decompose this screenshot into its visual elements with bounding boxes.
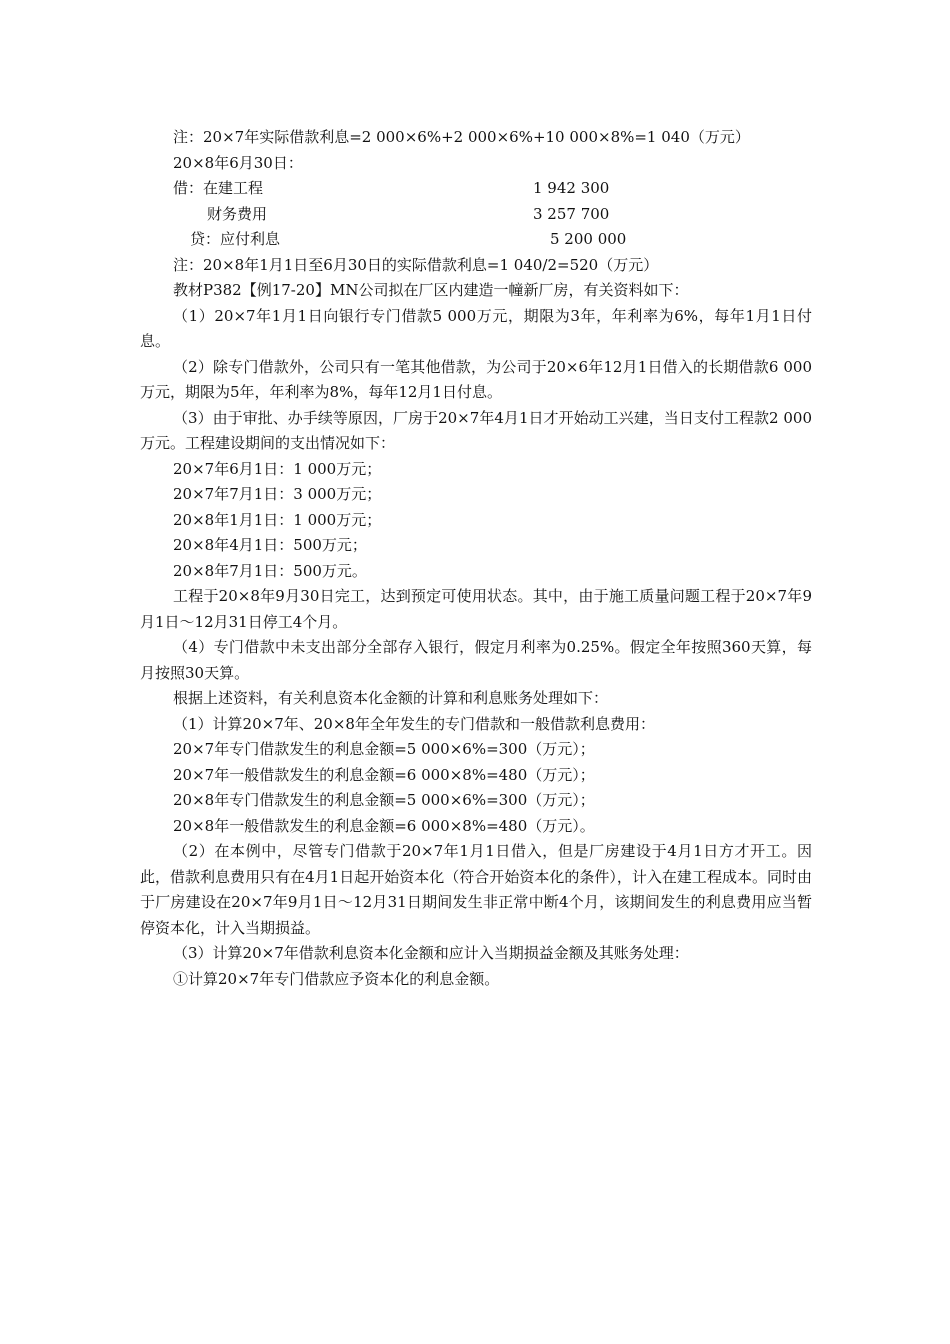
expense-item: 20×7年7月1日：3 000万元； (173, 485, 382, 503)
paragraph-6: 根据上述资料，有关利息资本化金额的计算和利息账务处理如下： (173, 689, 609, 707)
entry-date: 20×8年6月30日： (173, 153, 303, 172)
calc-line: 20×8年一般借款发生的利息金额=6 000×8%=480（万元）。 (173, 816, 595, 835)
paragraph-8: （2）在本例中，尽管专门借款于20×7年1月1日借入，但是厂房建设于4月1日方才开工。因此，借款利息费用只有在4月1日起开始资本化（符合开始资本化的条件），计入在建工程成本。同时由于厂房建设在20×7年9月1日～12月31日期间发生非正常中断4个月，该期间发生的利息费用应当暂停资本化，计入当期损益。 (140, 842, 812, 937)
note-2018-interest: 注：20×8年1月1日至6月30日的实际借款利息=1 040/2=520（万元） (173, 255, 659, 274)
example-title: 教材P382【例17-20】MN公司拟在厂区内建造一幢新厂房，有关资料如下： (173, 281, 689, 299)
paragraph-2: （2）除专门借款外，公司只有一笔其他借款，为公司于20×6年12月1日借入的长期借款6 000万元，期限为5年，年利率为8%，每年12月1日付息。 (140, 357, 812, 401)
calc-line: 20×8年专门借款发生的利息金额=5 000×6%=300（万元）； (173, 791, 595, 809)
journal-amount: 3 257 700 (533, 204, 610, 223)
journal-amount: 1 942 300 (533, 179, 610, 197)
journal-entry-debit-2 (140, 202, 812, 228)
paragraph-10: ①计算20×7年专门借款应予资本化的利息金额。 (173, 969, 500, 988)
paragraph-4: 工程于20×8年9月30日完工，达到预定可使用状态。其中，由于施工质量问题工程于20×7年9月1日～12月31日停工4个月。 (140, 587, 812, 631)
journal-account: 财务费用 (207, 204, 268, 223)
expense-item: 20×8年1月1日：1 000万元； (173, 510, 382, 529)
expense-item: 20×7年6月1日：1 000万元； (173, 459, 382, 478)
journal-amount: 5 200 000 (550, 230, 627, 248)
expense-item: 20×8年4月1日：500万元； (173, 536, 367, 554)
document-body (140, 125, 812, 992)
paragraph-1: （1）20×7年1月1日向银行专门借款5 000万元，期限为3年，年利率为6%，每年1月1日付息。 (140, 306, 812, 350)
calc-line: 20×7年一般借款发生的利息金额=6 000×8%=480（万元）； (173, 765, 595, 784)
expense-item: 20×8年7月1日：500万元。 (173, 561, 367, 580)
paragraph-5: （4）专门借款中未支出部分全部存入银行，假定月利率为0.25%。假定全年按照360天算，每月按照30天算。 (140, 638, 812, 682)
journal-entry-credit (140, 227, 812, 253)
calc-line: 20×7年专门借款发生的利息金额=5 000×6%=300（万元）； (173, 740, 595, 758)
journal-account: 借：在建工程 (173, 179, 264, 197)
paragraph-3: （3）由于审批、办手续等原因，厂房于20×7年4月1日才开始动工兴建，当日支付工程款2 000万元。工程建设期间的支出情况如下： (140, 408, 812, 452)
journal-entry-debit-1 (140, 176, 812, 202)
note-2017-interest: 注：20×7年实际借款利息=2 000×6%+2 000×6%+10 000×8%=1 040（万元） (173, 128, 750, 146)
journal-account: 贷：应付利息 (190, 230, 281, 248)
paragraph-7: （1）计算20×7年、20×8年全年发生的专门借款和一般借款利息费用： (173, 714, 655, 733)
paragraph-9: （3）计算20×7年借款利息资本化金额和应计入当期损益金额及其账务处理： (173, 944, 689, 962)
